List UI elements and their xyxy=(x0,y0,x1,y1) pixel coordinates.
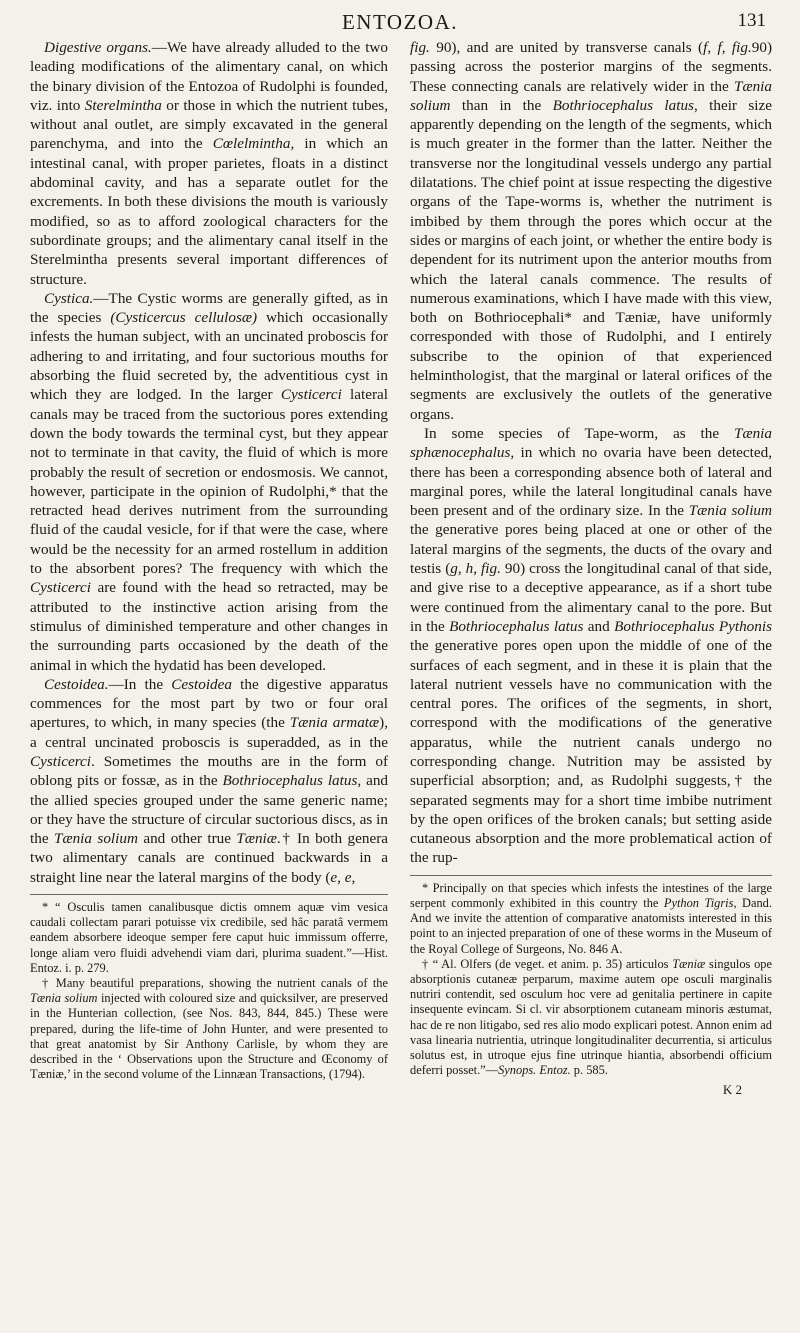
figure-reference: e, e, xyxy=(330,868,356,886)
genus-name: Tæniæ xyxy=(236,830,277,848)
paragraph-digestive-organs xyxy=(30,38,388,289)
figure-reference: f, f, fig. xyxy=(703,39,752,56)
left-column xyxy=(30,38,388,1083)
species-name: Tænia solium xyxy=(54,830,138,848)
text: the generative pores open upon the middle of one of the surfaces of each segment, and in these it is plain that the lateral nutrient vessels have no communication with the central pores. The orifices of the segments, in short, correspond with the modifications of the generative apparatus, while the nutrient canals undergo no corresponding change. Nutrition may be assisted by superficial absorption; and, as Rudolphi suggests,† the separated segments may for a short time imbibe nutriment by the open orifices of the broken canals; but setting aside cutaneous absorption and the more problematical action of the rup- xyxy=(410,637,772,867)
footnote xyxy=(30,976,388,1082)
text: , in which an intestinal canal, with proper parietes, floats in a distinct abdominal cavity, and has a separate outlet for the excrements. In both these divisions the mouth is variously modified, so as to afford zoological characters for the subordinate groups; and the alimentary canal itself in the Sterelmintha presents several important differences of structure. xyxy=(30,135,389,288)
text: , their size apparently depending on the length of the segments, which is much greater in the former than the latter. Neither the transverse nor the longitudinal vessels undergo any partial dilatations. The chief point at issue respecting the digestive organs of the Tape-worms is, whether the nutriment is imbibed by them through the pores which occur at the sides or margins of each joint, or whether the entire body is dependent for its nutriment upon the anterior mouths from which the lateral canals commence. The results of numerous examinations, which I have made with this view, both on Bothriocephali* and Tæniæ, have uniformly corresponded with those of Rudolphi, and I entirely subscribe to the opinion of that experienced helminthologist, that the marginal or lateral orifices of the segments are exclusively the outlets of the generative organs. xyxy=(410,96,773,423)
footnote xyxy=(410,881,772,957)
text: . Sometimes the mouths are in the form of oblong pits or fossæ, as in the xyxy=(30,752,388,790)
text: , Dand. And we invite the attention of comparative anatomists interested in this point to an injected preparation of one of these worms in the Museum of the Royal College of Surgeons, No. 846 A. xyxy=(410,895,772,956)
species-name: Tænia solium xyxy=(410,77,772,114)
species-name: Tænia solium xyxy=(30,991,98,1006)
species-name: (Cysticercus cellulosæ) xyxy=(110,309,258,327)
species-name: Tænia armatæ xyxy=(289,714,380,732)
genus-name: Cysticerci xyxy=(30,579,92,597)
text: and xyxy=(583,617,615,635)
text: —In the xyxy=(108,675,172,693)
signature-mark: K 2 xyxy=(722,1082,742,1098)
section-lead: Digestive organs. xyxy=(44,39,152,56)
text: which occasionally infests the human subject, with an uncinated proboscis for adhering to and irritating, and four suctorious mouths for absorbing the fluid secreted by, the adventitious cyst in which they are lodged. In the larger xyxy=(30,309,388,404)
text: —We have already alluded to the two leading modifications of the alimentary canal, on which the binary division of the Entozoa of Rudolphi is founded, viz. into xyxy=(30,39,388,114)
text: and other true xyxy=(137,830,237,848)
footnotes-left xyxy=(30,894,388,1082)
text: or those in which the nutrient tubes, without anal outlet, are simply excavated in the general parenchyma, and into the xyxy=(30,96,388,153)
text: 90) cross the longitudinal canal of that side, and give rise to a deceptive appearance, as if a short tube were continued from the alimentary canal to the pore. But in the xyxy=(410,560,772,635)
text: injected with coloured size and quicksilver, are preserved in the Hunterian collection, (see Nos. 843, 844, 845.) These were prepared, during the life-time of John Hunter, and were presented to that great anatomist by Sir Anthony Carlisle, by whom they are described in the ‘ Observations upon the Structure and Œconomy of Tæniæ,’ in the second volume of the Linnæan Transactions, (1794). xyxy=(30,991,388,1082)
species-name: Bothriocephalus Pythonis xyxy=(614,617,773,635)
species-name: Bothriocephalus latus xyxy=(222,772,358,790)
genus-name: Cysticerci xyxy=(280,386,342,404)
figure-reference: fig. xyxy=(410,39,430,56)
species-name: Bothriocephalus latus xyxy=(552,96,694,114)
text: ), a central uncinated proboscis is superadded, as in the xyxy=(30,714,388,751)
section-lead: Cystica. xyxy=(44,289,94,307)
species-name: Bothriocephalus latus xyxy=(449,617,584,635)
footnote: * “ Osculis tamen canalibusque dictis omnem aquæ vim vesica caudali collectam parari potuisse vix credibile, sed hâc paratâ vermem eandem absorbere ideoque semper fere caput huic immissum offerre, longe aliam vero fluidi advehendi viam dari, plurima suadent.”—Hist. Entoz. i. p. 279. xyxy=(30,900,388,975)
text: the generative pores being placed at one or other of the lateral margins of the segments, the ducts of the ovary and testis ( xyxy=(410,521,772,578)
text: than in the xyxy=(450,96,553,114)
page-number: 131 xyxy=(737,10,766,31)
species-name: Python Tigris xyxy=(663,895,734,910)
footnotes-right xyxy=(410,875,772,1079)
paragraph-cystica xyxy=(30,289,388,675)
source-citation: Synops. Entoz. xyxy=(498,1063,571,1078)
text: .† In both genera two alimentary canals are continued backwards in a straight line near the lateral margins of the body ( xyxy=(30,830,388,886)
species-name: Tæniæ xyxy=(672,956,706,971)
text: are found with the head so retracted, may be attributed to the instinctive action arising from the stimulus of diminished temperature and other changes in the surrounding parts occasioned by the death of the animal in which the hydatid has been developed. xyxy=(30,579,388,674)
text: † “ Al. Olfers (de veget. et anim. p. 35) articulos xyxy=(422,956,673,971)
text: , and the allied species grouped under the same generic name; or they have the structure of circular suctorious discs, as in the xyxy=(30,772,389,848)
paragraph-cestoidea xyxy=(30,675,388,887)
text: † Many beautiful preparations, showing the nutrient canals of the xyxy=(42,976,388,991)
paragraph-canals xyxy=(410,38,772,424)
text: —The Cystic worms are generally gifted, as in the species xyxy=(30,289,388,327)
genus-name: Cysticerci xyxy=(30,752,92,770)
text: In some species of Tape-worm, as the xyxy=(424,424,735,442)
text: 90) passing across the posterior margins of the segments. These connecting canals are relatively wider in the xyxy=(410,39,772,95)
text: singulos ope absorptionis cutaneæ perparum, maxime autem ope osculi marginalis nutriri contendit, sed osculum hoc vere ad genitalia pertinere in capite insequente evincam. Si cl. vir absorptionem cutaneam minoris æstumat, hac de re non litigabo, sed res alio modo explicari potest. Annon enim ad vasa linearia nutrientia, utrinque longitudinaliter decurrentia, si articulus solutus est, in utroque ejus fine utrinque hiantia, absorbendi officium deferri posset.”— xyxy=(410,956,772,1078)
term: Sterelmintha xyxy=(84,96,162,114)
text: the digestive apparatus commences for the most part by two or four oral apertures, to which, in many species (the xyxy=(30,675,388,732)
text: , in which no ovaria have been detected, there has been a corresponding absence both of lateral and marginal pores, while the lateral longitudinal canals have been present and of the ordinary size. In the xyxy=(410,444,772,520)
paragraph-tape-worm xyxy=(410,424,772,868)
section-lead: Cestoidea. xyxy=(44,675,109,693)
text: * Principally on that species which infests the intestines of the large serpent commonly exhibited in this country the xyxy=(410,880,772,910)
figure-reference: g, h, fig. xyxy=(450,560,501,578)
species-name: Tænia solium xyxy=(688,502,772,520)
species-name: Tænia sphænocephalus xyxy=(410,424,772,462)
text: p. 585. xyxy=(570,1063,608,1078)
text: 90), and are united by transverse canals ( xyxy=(429,39,704,56)
term: Cœlelmintha xyxy=(212,135,291,153)
running-head: ENTOZOA. xyxy=(341,10,458,34)
footnote xyxy=(410,957,772,1079)
page-header xyxy=(0,6,800,42)
right-column xyxy=(410,38,772,1100)
text: lateral canals may be traced from the suctorious pores extending down the body towards the terminal cyst, but they appear not to terminate in that cavity, the fluid of which is more probably the result of secretion or endosmosis. We cannot, however, participate in the opinion of Rudolphi,* that the retracted head derives nutriment from the surrounding fluid of the caudal vesicle, for if that were the case, where would be the necessity for an armed rostellum in addition to the absorbent pores? The frequency with which the xyxy=(30,386,388,578)
term: Cestoidea xyxy=(171,675,232,693)
